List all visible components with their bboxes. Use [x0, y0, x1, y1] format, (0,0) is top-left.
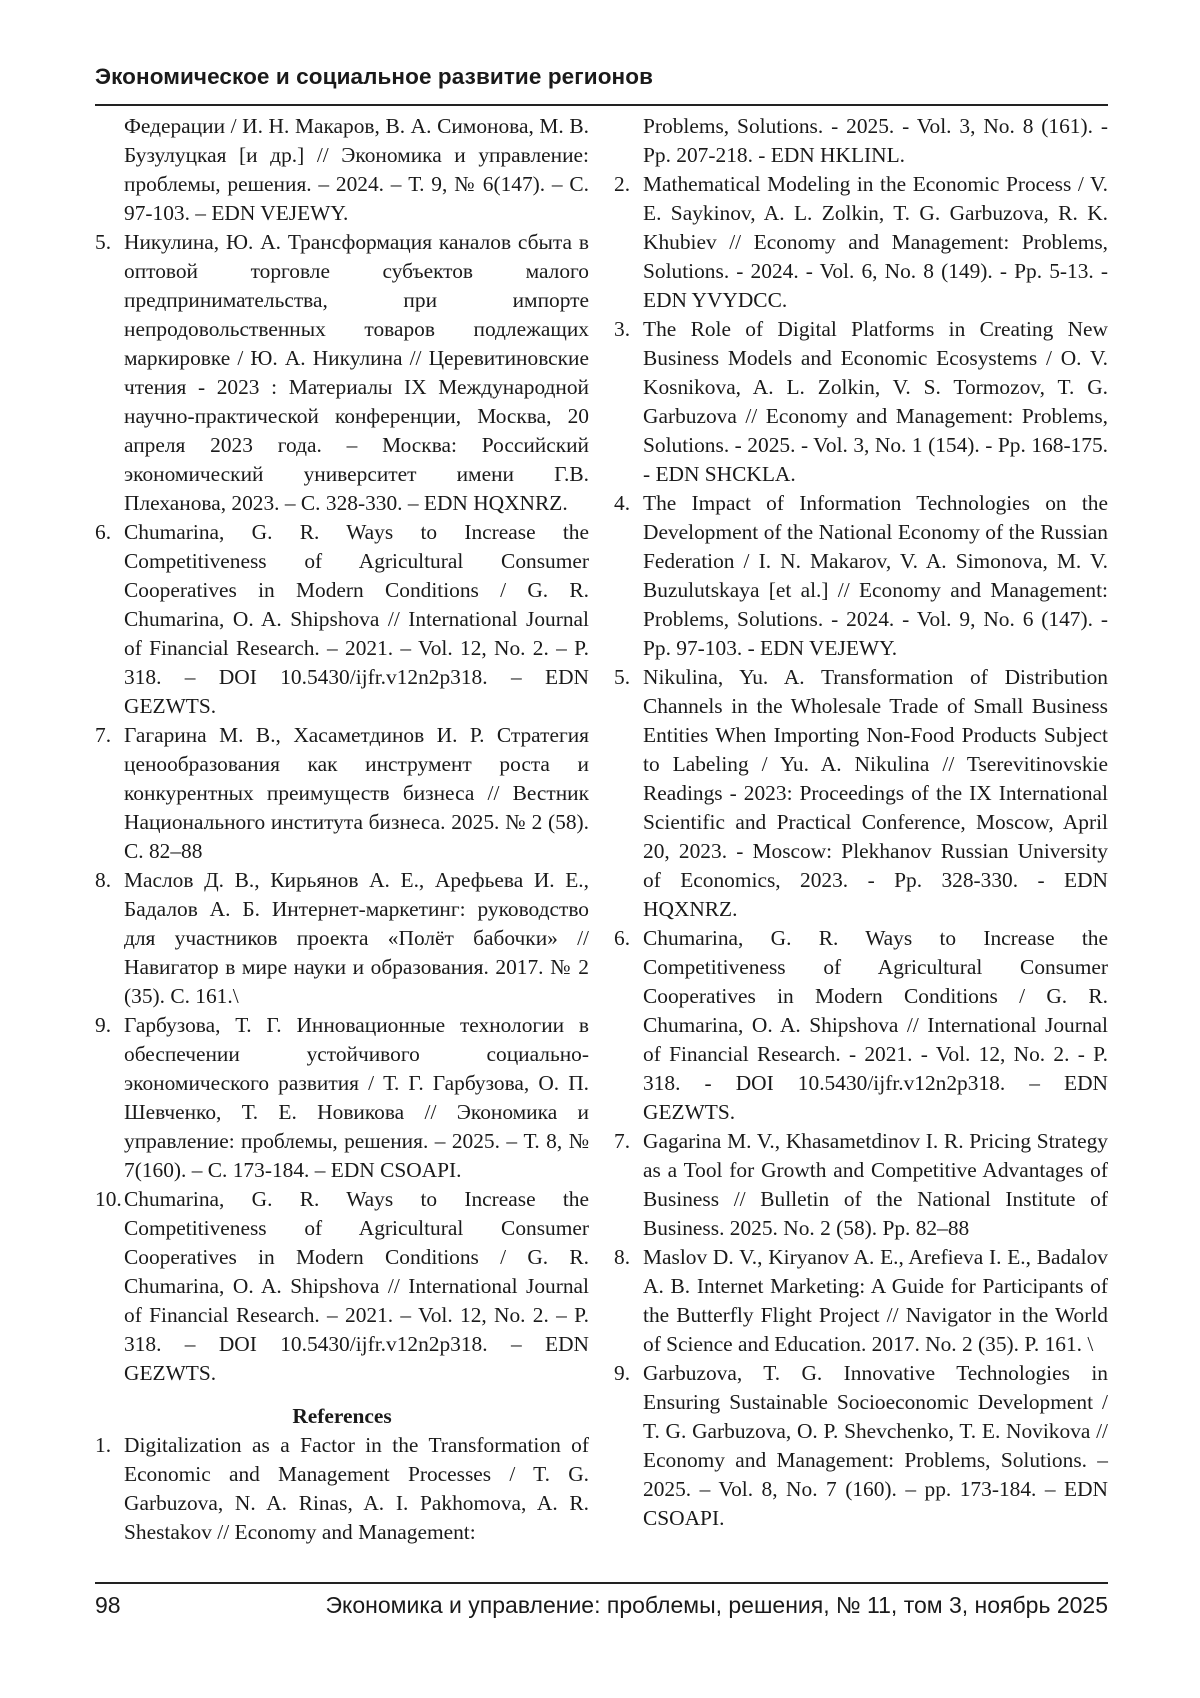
reference-item [614, 924, 1108, 1127]
reference-text: Maslov D. V., Kiryanov A. E., Arefieva I. E., Badalov A. B. Internet Marketing: A Guide for Participants of the Butterfly Flight Project // Navigator in the World of Science and Education. 2017. No. 2 (35). P. 161. \ [643, 1245, 1108, 1356]
reference-item [95, 228, 589, 518]
reference-number: 8. [95, 868, 112, 892]
page-number: 98 [95, 1592, 121, 1618]
right-column [614, 112, 1108, 1533]
reference-text: Никулина, Ю. А. Трансформация каналов сбыта в оптовой торговле субъектов малого предпринимательства, при импорте непродовольственных товаров подлежащих маркировке / Ю. А. Никулина // Церевитиновские чтения - 2023 : Материалы IX Международной научно-практической конференции, Москва, 20 апреля 2023 года. – Москва: Российский экономический университет имени Г.В. Плеханова, 2023. – С. 328-330. – EDN HQXNRZ. [124, 230, 589, 515]
reference-text: Garbuzova, T. G. Innovative Technologies in Ensuring Sustainable Socioeconomic Development / T. G. Garbuzova, O. P. Shevchenko, T. E. Novikova // Economy and Management: Problems, Solutions. – 2025. – Vol. 8, No. 7 (160). – pp. 173-184. – EDN CSOAPI. [643, 1361, 1108, 1530]
reference-number: 5. [95, 230, 112, 254]
reference-item [614, 1127, 1108, 1243]
reference-item [95, 1431, 589, 1547]
reference-item [614, 170, 1108, 315]
header-rule [95, 104, 1108, 106]
reference-text: Гарбузова, Т. Г. Инновационные технологии в обеспечении устойчивого социально-экономического развития / Т. Г. Гарбузова, О. П. Шевченко, Т. Е. Новикова // Экономика и управление: проблемы, решения. – 2025. – Т. 8, № 7(160). – С. 173-184. – EDN CSOAPI. [124, 1013, 589, 1182]
reference-item [614, 663, 1108, 924]
reference-item [614, 1359, 1108, 1533]
reference-number: 3. [614, 317, 631, 341]
reference-continuation [614, 112, 1108, 170]
reference-number: 7. [95, 723, 112, 747]
reference-number: 5. [614, 665, 631, 689]
reference-item [614, 315, 1108, 489]
references-heading: References [292, 1404, 392, 1428]
reference-item [95, 518, 589, 721]
reference-item [95, 866, 589, 1011]
reference-number: 4. [614, 491, 631, 515]
reference-number: 1. [95, 1433, 112, 1457]
reference-text: Chumarina, G. R. Ways to Increase the Competitiveness of Agricultural Consumer Cooperatives in Modern Conditions / G. R. Chumarina, O. A. Shipshova // International Journal of Financial Research. - 2021. - Vol. 12, No. 2. - P. 318. - DOI 10.5430/ijfr.v12n2p318. – EDN GEZWTS. [643, 926, 1108, 1124]
reference-text: Digitalization as a Factor in the Transformation of Economic and Management Processes / T. G. Garbuzova, N. A. Rinas, A. I. Pakhomova, A. R. Shestakov // Economy and Management: [124, 1433, 589, 1544]
reference-number: 8. [614, 1245, 631, 1269]
running-header: Экономическое и социальное развитие регионов [95, 64, 654, 89]
reference-item [614, 1243, 1108, 1359]
reference-number: 7. [614, 1129, 631, 1153]
footer-rule [95, 1582, 1108, 1584]
reference-text: Nikulina, Yu. A. Transformation of Distribution Channels in the Wholesale Trade of Small Business Entities When Importing Non-Food Products Subject to Labeling / Yu. A. Nikulina // Tserevitinovskie Readings - 2023: Proceedings of the IX International Scientific and Practical Conference, Moscow, April 20, 2023. - Moscow: Plekhanov Russian University of Economics, 2023. - Pp. 328-330. - EDN HQXNRZ. [643, 665, 1108, 921]
reference-item [95, 1185, 589, 1388]
reference-continuation [95, 112, 589, 228]
reference-text: Маслов Д. В., Кирьянов А. Е., Арефьева И. Е., Бадалов А. Б. Интернет-маркетинг: руководство для участников проекта «Полёт бабочки» // Навигатор в мире науки и образования. 2017. № 2 (35). С. 161.\ [124, 868, 589, 1008]
left-column [95, 112, 589, 1547]
reference-number: 2. [614, 172, 631, 196]
reference-item [614, 489, 1108, 663]
reference-text: Гагарина М. В., Хасаметдинов И. Р. Стратегия ценообразования как инструмент роста и конкурентных преимуществ бизнеса // Вестник Национального института бизнеса. 2025. № 2 (58). С. 82–88 [124, 723, 589, 863]
reference-number: 9. [614, 1361, 631, 1385]
reference-number: 6. [614, 926, 631, 950]
reference-text: Федерации / И. Н. Макаров, В. А. Симонова, М. В. Бузулуцкая [и др.] // Экономика и управление: проблемы, решения. – 2024. – Т. 9, № 6(147). – С. 97-103. – EDN VEJEWY. [124, 114, 589, 225]
journal-footer: Экономика и управление: проблемы, решения, № 11, том 3, ноябрь 2025 [325, 1592, 1108, 1618]
reference-text: Mathematical Modeling in the Economic Process / V. E. Saykinov, A. L. Zolkin, T. G. Garbuzova, R. K. Khubiev // Economy and Management: Problems, Solutions. - 2024. - Vol. 6, No. 8 (149). - Pp. 5-13. - EDN YVYDCC. [643, 172, 1108, 312]
reference-text: The Impact of Information Technologies on the Development of the National Economy of the Russian Federation / I. N. Makarov, V. A. Simonova, M. V. Buzulutskaya [et al.] // Economy and Management: Problems, Solutions. - 2024. - Vol. 9, No. 6 (147). - Pp. 97-103. - EDN VEJEWY. [643, 491, 1108, 660]
reference-text: The Role of Digital Platforms in Creating New Business Models and Economic Ecosystems / O. V. Kosnikova, A. L. Zolkin, V. S. Tormozov, T. G. Garbuzova // Economy and Management: Problems, Solutions. - 2025. - Vol. 3, No. 1 (154). - Pp. 168-175. - EDN SHCKLA. [643, 317, 1108, 486]
reference-item [95, 1011, 589, 1185]
reference-text: Chumarina, G. R. Ways to Increase the Competitiveness of Agricultural Consumer Cooperatives in Modern Conditions / G. R. Chumarina, O. A. Shipshova // International Journal of Financial Research. – 2021. – Vol. 12, No. 2. – P. 318. – DOI 10.5430/ijfr.v12n2p318. – EDN GEZWTS. [124, 1187, 589, 1385]
reference-number: 9. [95, 1013, 112, 1037]
reference-text: Problems, Solutions. - 2025. - Vol. 3, No. 8 (161). - Pp. 207-218. - EDN HKLINL. [643, 114, 1108, 167]
reference-item [95, 721, 589, 866]
reference-text: Chumarina, G. R. Ways to Increase the Competitiveness of Agricultural Consumer Cooperatives in Modern Conditions / G. R. Chumarina, O. A. Shipshova // International Journal of Financial Research. – 2021. – Vol. 12, No. 2. – P. 318. – DOI 10.5430/ijfr.v12n2p318. – EDN GEZWTS. [124, 520, 589, 718]
reference-number: 6. [95, 520, 112, 544]
reference-number: 10. [95, 1187, 122, 1211]
reference-text: Gagarina M. V., Khasametdinov I. R. Pricing Strategy as a Tool for Growth and Competitive Advantages of Business // Bulletin of the National Institute of Business. 2025. No. 2 (58). Pp. 82–88 [643, 1129, 1108, 1240]
